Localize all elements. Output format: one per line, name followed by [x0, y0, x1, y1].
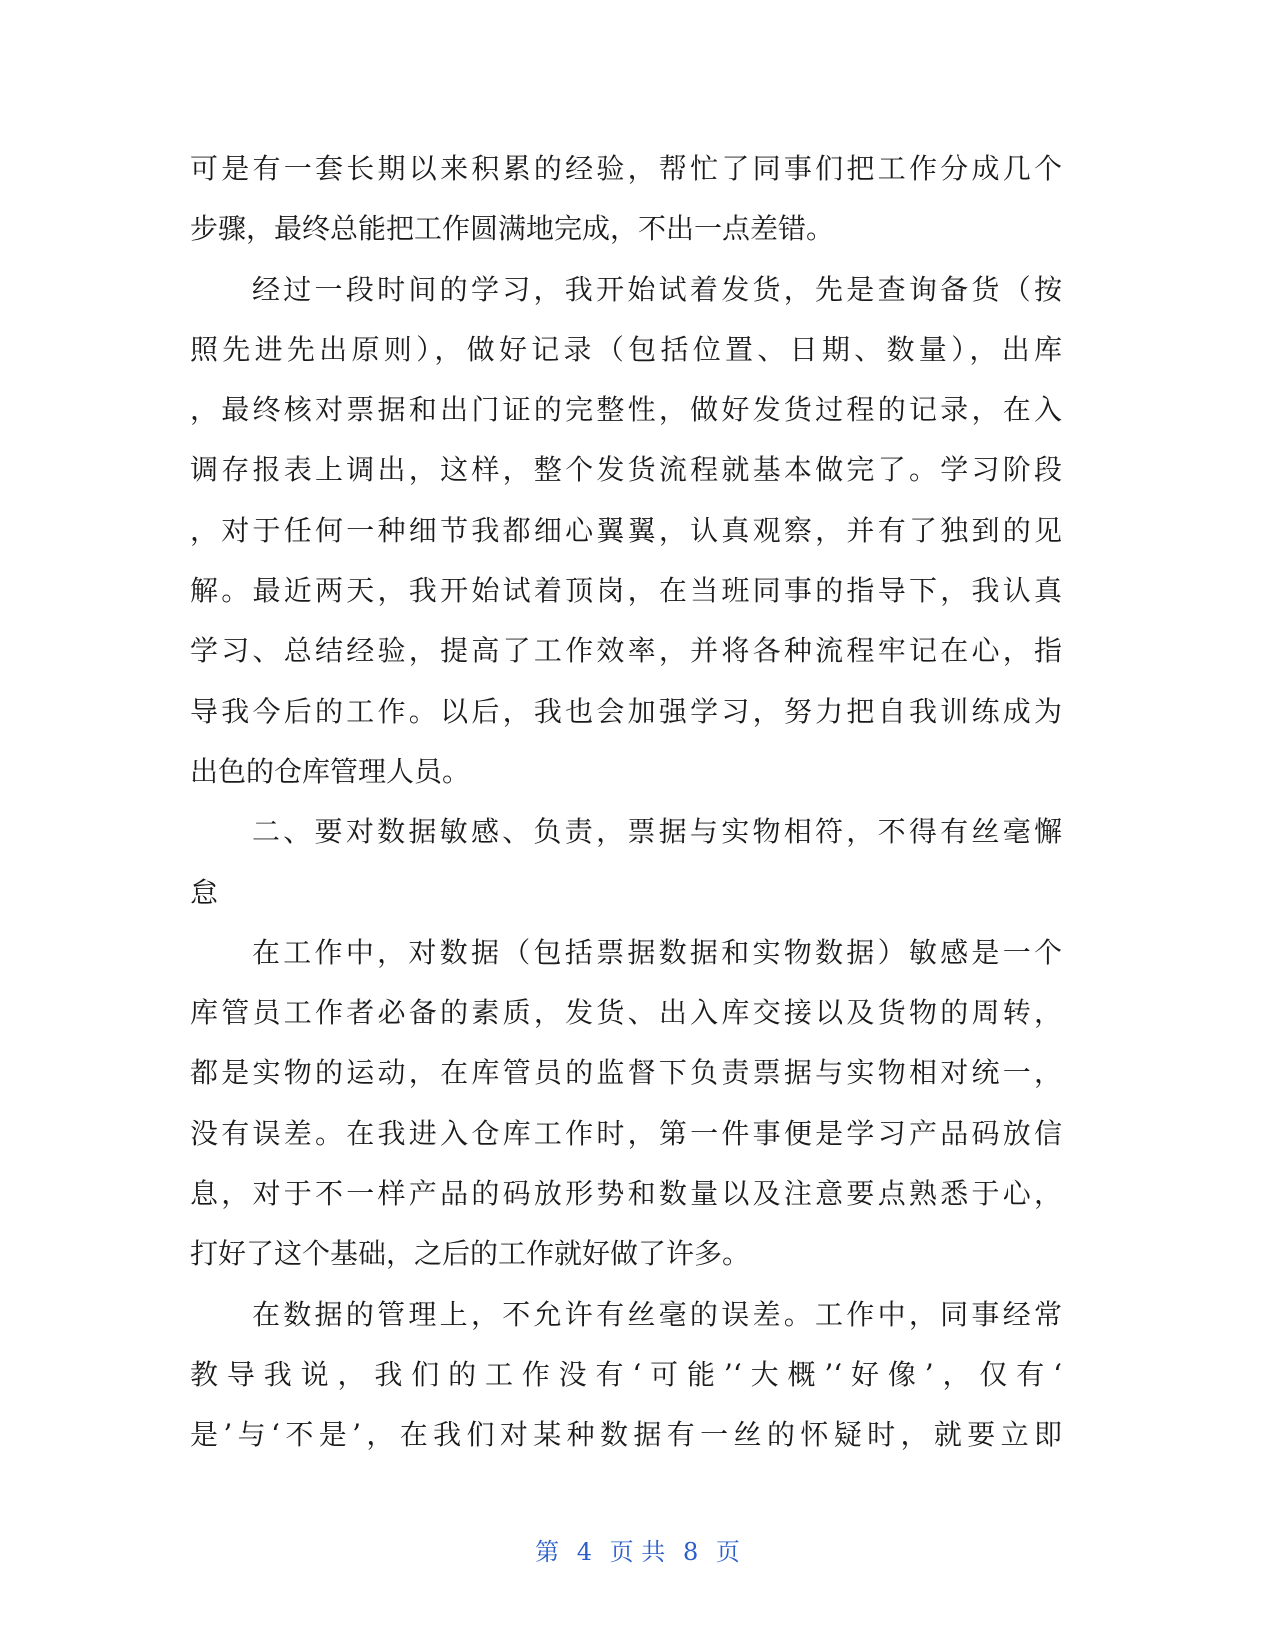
page-footer: [0, 1532, 1275, 1567]
text-line: 库管员工作者必备的素质，发货、出入库交接以及货物的周转，: [190, 996, 1062, 1030]
text-line: 解。最近两天，我开始试着顶岗，在当班同事的指导下，我认真: [190, 574, 1062, 608]
footer-middle: 页 共: [609, 1538, 666, 1566]
current-page-number: 4: [576, 1538, 593, 1566]
text-line: 怠: [190, 875, 219, 909]
text-line: 在工作中，对数据（包括票据数据和实物数据）敏感是一个: [252, 935, 1062, 969]
text-line: 经过一段时间的学习，我开始试着发货，先是查询备货（按: [252, 272, 1062, 306]
text-line: 都是实物的运动，在库管员的监督下负责票据与实物相对统一，: [190, 1056, 1062, 1090]
document-body: [190, 139, 1062, 1466]
text-line: 步骤，最终总能把工作圆满地完成，不出一点差错。: [190, 212, 835, 246]
text-line: 照先进先出原则），做好记录（包括位置、日期、数量），出库: [190, 332, 1062, 366]
text-line: 教导我说，我们的工作没有‘可能’‘大概’‘好像’，仅有‘: [190, 1357, 1062, 1391]
text-line: 是’与‘不是’，在我们对某种数据有一丝的怀疑时，就要立即: [190, 1418, 1062, 1452]
text-line: 在数据的管理上，不允许有丝毫的误差。工作中，同事经常: [252, 1297, 1062, 1331]
text-line: 导我今后的工作。以后，我也会加强学习，努力把自我训练成为: [190, 694, 1062, 728]
text-line: 出色的仓库管理人员。: [190, 754, 471, 788]
text-line: 学习、总结经验，提高了工作效率，并将各种流程牢记在心，指: [190, 634, 1062, 668]
text-line: 调存报表上调出，这样，整个发货流程就基本做完了。学习阶段: [190, 453, 1062, 487]
total-pages-number: 8: [682, 1538, 699, 1566]
text-line: 息，对于不一样产品的码放形势和数量以及注意要点熟悉于心，: [190, 1177, 1062, 1211]
footer-prefix: 第: [535, 1538, 560, 1566]
text-line: ，最终核对票据和出门证的完整性，做好发货过程的记录，在入: [190, 393, 1062, 427]
text-line: 没有误差。在我进入仓库工作时，第一件事便是学习产品码放信: [190, 1116, 1062, 1150]
text-line: 可是有一套长期以来积累的经验，帮忙了同事们把工作分成几个: [190, 152, 1062, 185]
text-line: 打好了这个基础，之后的工作就好做了许多。: [190, 1237, 751, 1271]
text-line: ，对于任何一种细节我都细心翼翼，认真观察，并有了独到的见: [190, 513, 1062, 547]
text-line: 二、要对数据敏感、负责，票据与实物相符，不得有丝毫懈: [252, 815, 1062, 849]
footer-suffix: 页: [715, 1538, 740, 1566]
